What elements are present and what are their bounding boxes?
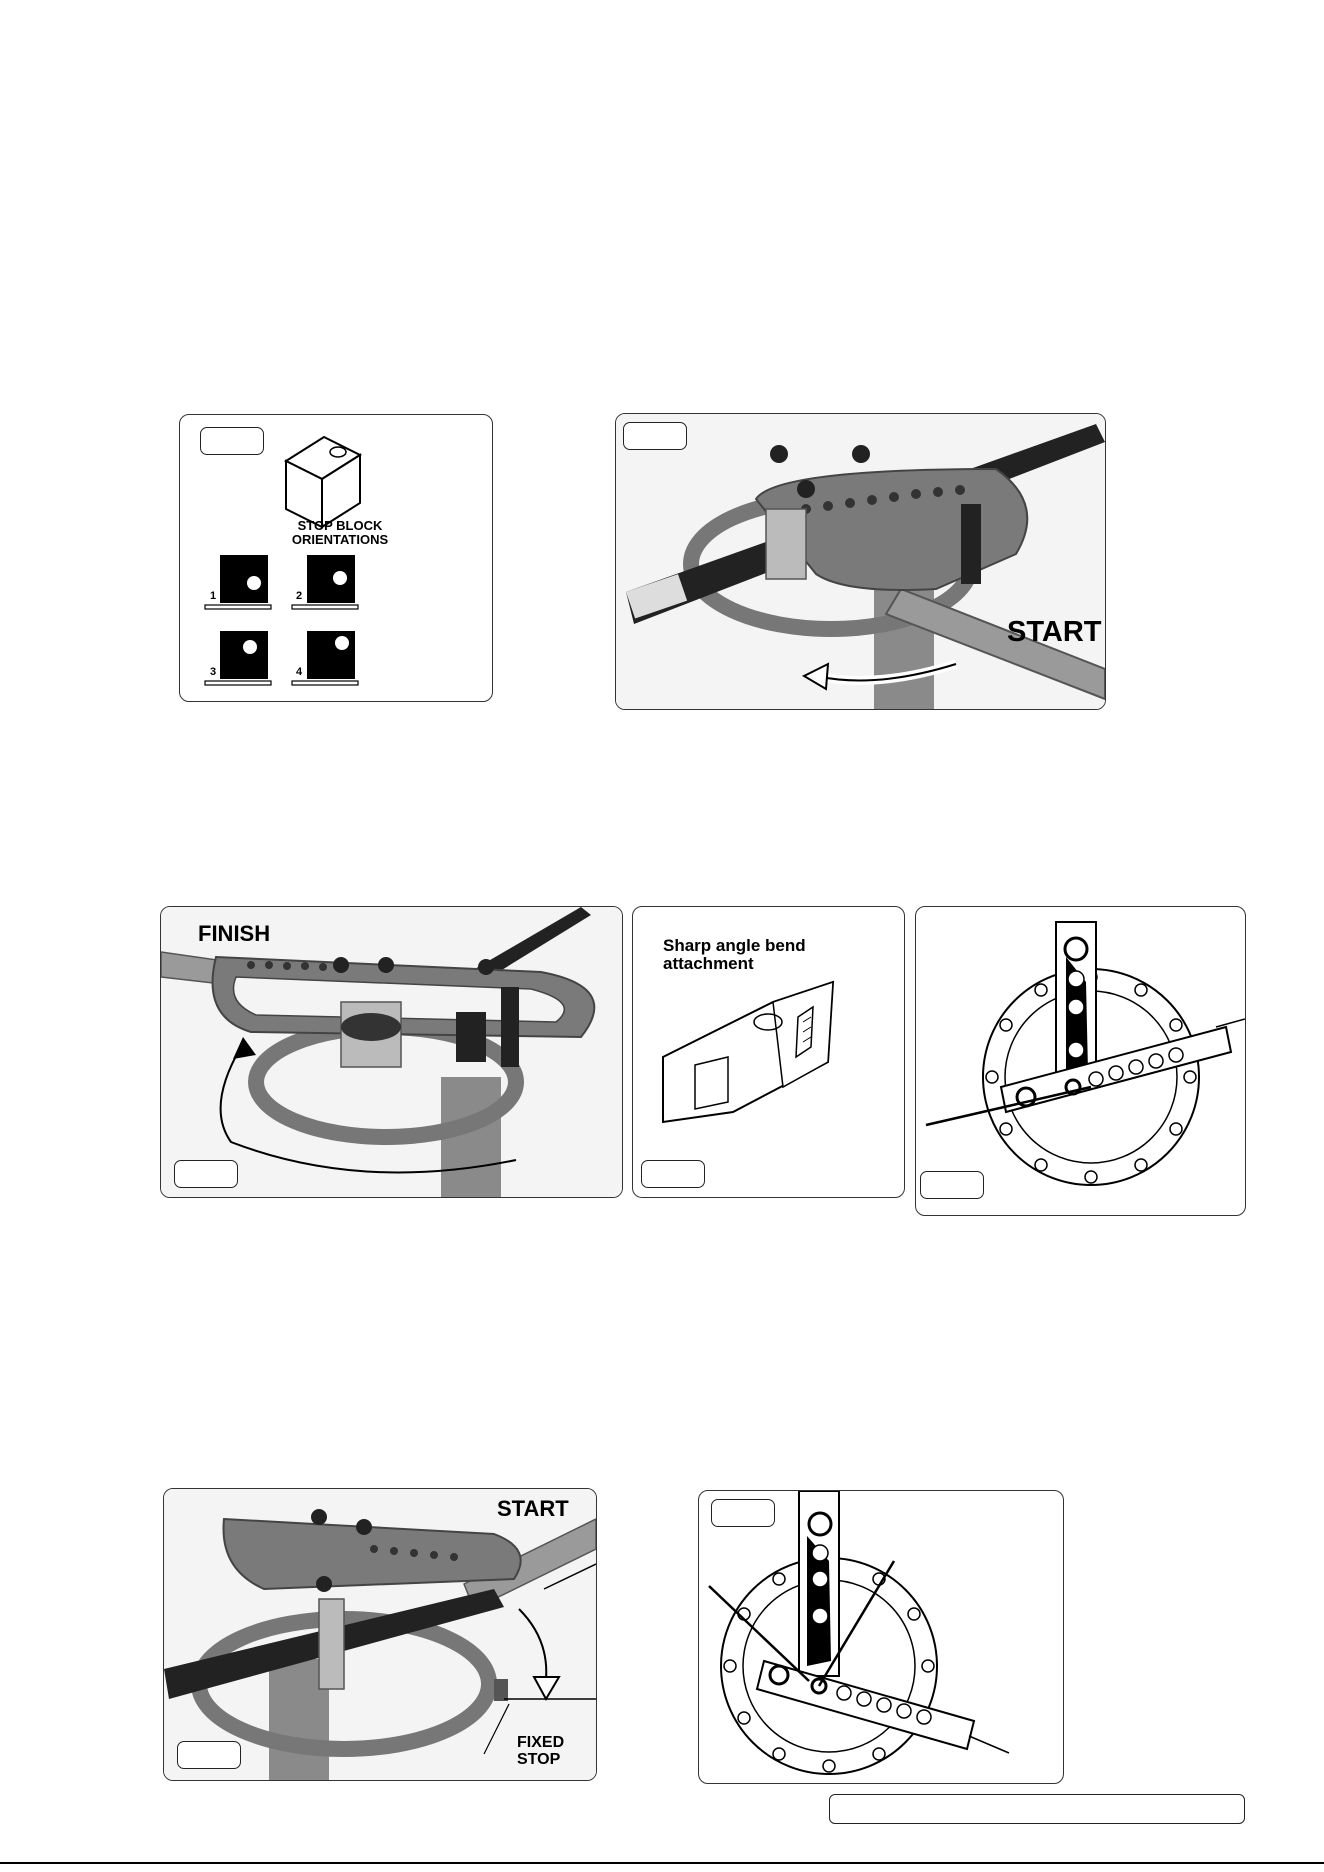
orientation-label-4: 4 [296,666,303,678]
footer-rule [0,1862,1324,1864]
fixed-stop-label [517,1735,564,1769]
figure-number-tag [177,1741,241,1769]
sharp-angle-label-line1: Sharp angle bend [663,936,806,955]
start-label-bottom: START [497,1496,569,1521]
figure-sharp-angle-attachment [632,906,905,1198]
figure-stop-block-orientations [179,414,493,702]
bend-angle-diagram-1-drawing [916,907,1245,1215]
figure-bend-angle-diagram-2 [698,1490,1064,1784]
figure-number-tag [174,1160,238,1188]
finish-label: FINISH [198,921,271,946]
stop-block-title-line1: STOP BLOCK [297,518,383,533]
figure-bender-start-photo [615,413,1106,710]
fixed-stop-label-line1: FIXED [517,1734,565,1751]
sharp-angle-label-line2: attachment [663,953,754,973]
sharp-angle-label [663,937,806,973]
figure-number-tag [641,1160,705,1188]
figure-bend-angle-diagram-1 [915,906,1246,1216]
orientation-label-2: 2 [296,590,303,602]
bend-angle-diagram-2-drawing [699,1491,1063,1783]
bender-finish-illustration [161,907,622,1197]
fixed-stop-label-line2: STOP [517,1750,561,1768]
footer-box [829,1794,1245,1824]
orientation-label-3: 3 [210,666,217,678]
figure-bender-start-fixed-stop-photo [163,1488,597,1781]
figure-number-tag [200,427,264,455]
figure-bender-finish-photo [160,906,623,1198]
start-label: START [1007,616,1102,648]
figure-number-tag [623,422,687,450]
figure-number-tag [920,1171,984,1199]
orientation-label-1: 1 [210,590,217,602]
stop-block-title-line2: ORIENTATIONS [291,531,389,547]
bender-start-illustration [616,414,1105,709]
stop-block-title [240,519,440,546]
figure-number-tag [711,1499,775,1527]
stop-block-illustration [180,415,492,701]
